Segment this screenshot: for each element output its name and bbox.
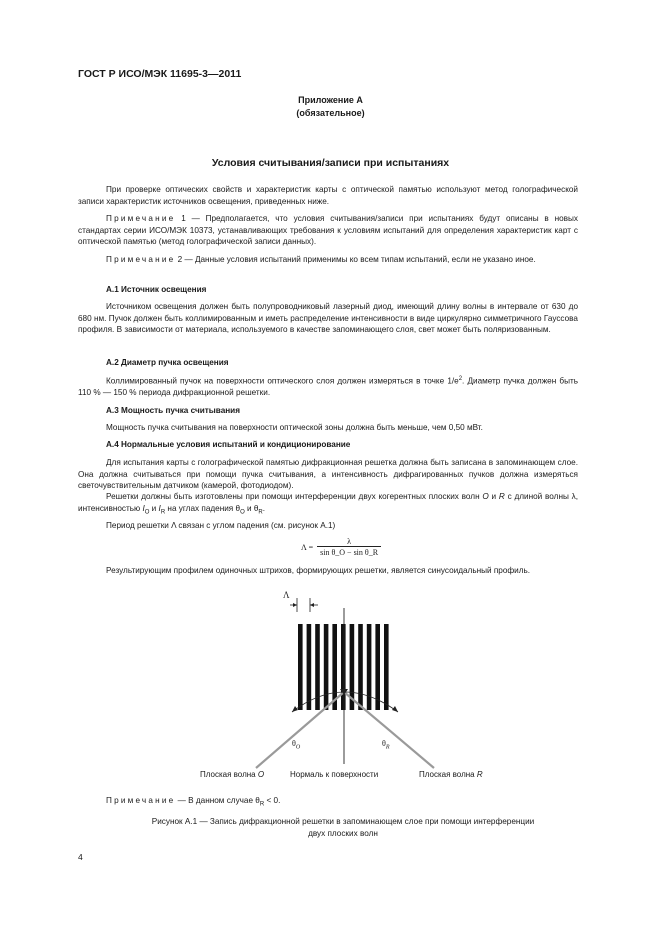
- a4-text-part: .: [262, 503, 266, 513]
- figure-note: [106, 796, 280, 808]
- angle-arrow-right: [392, 706, 398, 712]
- plane-wave-r-letter: R: [476, 770, 483, 779]
- plane-wave-o-letter: O: [257, 770, 265, 779]
- grating-stripe: [298, 624, 303, 710]
- grating-stripe: [307, 624, 312, 710]
- note-1: [78, 213, 578, 248]
- figure-note-label: Примечание: [106, 796, 176, 805]
- figure-caption: [78, 816, 608, 840]
- grating-stripe: [341, 624, 346, 710]
- grating-formula: [300, 537, 381, 557]
- plane-wave-r-label: [419, 770, 483, 779]
- a2-text-part: Коллимированный пучок на поверхности оптического слоя должен измеряться в точке 1/e: [106, 376, 459, 386]
- grating-stripe: [358, 624, 363, 710]
- formula-lhs: Λ =: [301, 542, 314, 552]
- note-2-text: 2 — Данные условия испытаний применимы ко всем типам испытаний, если не указано иное.: [175, 255, 536, 264]
- grating-stripe: [332, 624, 337, 710]
- note-1-label: Примечание: [106, 214, 176, 223]
- note-2: [78, 254, 578, 266]
- plane-wave-r-text: Плоская волна: [419, 770, 477, 779]
- intro-paragraph: При проверке оптических свойств и характеристик карты с оптической памятью используют метод голографической записи характеристик источников освещения, приведенных ниже.: [78, 185, 578, 206]
- grating-stripe: [324, 624, 329, 710]
- caption-line-2: двух плоских волн: [308, 829, 378, 838]
- period-arrowhead-right: [310, 603, 314, 607]
- a4-text-part: с длиной волны λ, интенсивностью: [78, 492, 578, 513]
- a4-wave-r: R: [498, 492, 505, 501]
- a4-intensity-o: I: [142, 503, 145, 513]
- a4-text-part: на углах падения θ: [165, 503, 241, 513]
- a4-intensity-r: I: [158, 503, 161, 513]
- a4-wave-o: O: [482, 492, 489, 501]
- caption-line-1: Рисунок А.1 — Запись дифракционной решетки в запоминающем слое при помощи интерференции: [151, 817, 535, 826]
- theta-r-symbol: θ: [382, 739, 386, 748]
- a4-text-part: Решетки должны быть изготовлены при помощи интерференции двух когерентных плоских волн: [106, 492, 480, 501]
- a2-text-part: . Диаметр пучка должен быть 110 % — 150 % периода дифракционной решетки.: [78, 376, 578, 398]
- figure-note-text: — В данном случае θ: [175, 796, 260, 805]
- grating-stripe: [384, 624, 389, 710]
- a4-sub: O: [144, 509, 150, 516]
- normal-label: Нормаль к поверхности: [290, 770, 379, 779]
- section-a3-title: А.3 Мощность пучка считывания: [106, 406, 240, 415]
- theta-o-label: [292, 739, 300, 751]
- plane-wave-r-line: [344, 692, 434, 768]
- note-2-label: Примечание: [106, 255, 176, 264]
- grating-figure: [240, 588, 460, 788]
- period-label: Λ: [283, 590, 290, 600]
- section-a4-text-1: Для испытания карты с голографической памятью дифракционная решетка должна быть записана в запоминающем слое. Она должна считываться при помощи пучка считывания, а интенсивность дифрагированных пучков должна измеряться светочувствительным датчиком (камерой, фотодиодом).: [78, 458, 578, 490]
- figure-note-sub: R: [259, 801, 265, 808]
- a4-sub: R: [258, 509, 263, 516]
- section-a2-text: [78, 374, 578, 399]
- section-a2-title: А.2 Диаметр пучка освещения: [106, 358, 229, 367]
- a4-sub: R: [160, 509, 166, 516]
- page-number: 4: [78, 852, 83, 862]
- grating-stripes: [298, 624, 389, 710]
- plane-wave-o-text: Плоская волна: [200, 770, 258, 779]
- a4-text-part: и: [149, 503, 159, 513]
- period-arrowhead-left: [293, 603, 297, 607]
- grating-stripe: [375, 624, 380, 710]
- section-a1-title: А.1 Источник освещения: [106, 285, 207, 294]
- section-title: Условия считывания/записи при испытаниях: [211, 157, 450, 169]
- theta-o-sub: O: [295, 744, 301, 751]
- angle-arrow-left: [292, 706, 298, 712]
- section-a4-title: А.4 Нормальные условия испытаний и кондиционирование: [106, 440, 351, 449]
- a4-text-part: и θ: [244, 503, 259, 513]
- note-1-text: 1 — Предполагается, что условия считывания/записи при испытаниях будут описаны в новых стандартах серии ИСО/МЭК 10373, устанавливающих требования к условиям испытаний для определения характеристик карт с оптической памятью (метод голографической записи данных).: [78, 214, 578, 246]
- annex-label: Приложение А: [298, 95, 363, 105]
- section-a1-text: Источником освещения должен быть полупроводниковый лазерный диод, имеющий длину волны в интервале от 630 до 680 нм. Пучок должен быть коллимированным и иметь распределение интенсивности в виде циркулярно симметричного Гауссова профиля. В зависимости от материала, используемого в качестве запоминающего слоя, свет может быть поляризованным.: [78, 302, 578, 334]
- plane-wave-o-label: [200, 770, 264, 779]
- formula-numerator: λ: [317, 537, 381, 547]
- section-a4-text-2: [78, 491, 578, 519]
- section-a4-text-3: Период решетки Λ связан с углом падения (см. рисунок А.1): [106, 521, 336, 530]
- a2-superscript: 2: [458, 376, 463, 382]
- section-a3-text: Мощность пучка считывания на поверхности оптической зоны должна быть меньше, чем 0,50 мВт.: [106, 423, 483, 432]
- a4-text-part: и: [488, 492, 499, 501]
- theta-r-sub: R: [385, 744, 390, 751]
- formula-denominator: sin θ_O − sin θ_R: [320, 548, 379, 557]
- theta-r-label: [382, 739, 390, 751]
- a4-sub: O: [240, 509, 245, 516]
- document-header: ГОСТ Р ИСО/МЭК 11695-3—2011: [78, 68, 242, 80]
- theta-o-symbol: θ: [292, 739, 296, 748]
- result-paragraph: Результирующим профилем одиночных штрихов, формирующих решетки, является синусоидальный профиль.: [106, 566, 531, 575]
- figure-note-tail: < 0.: [264, 796, 281, 805]
- annex-type: (обязательное): [296, 108, 365, 118]
